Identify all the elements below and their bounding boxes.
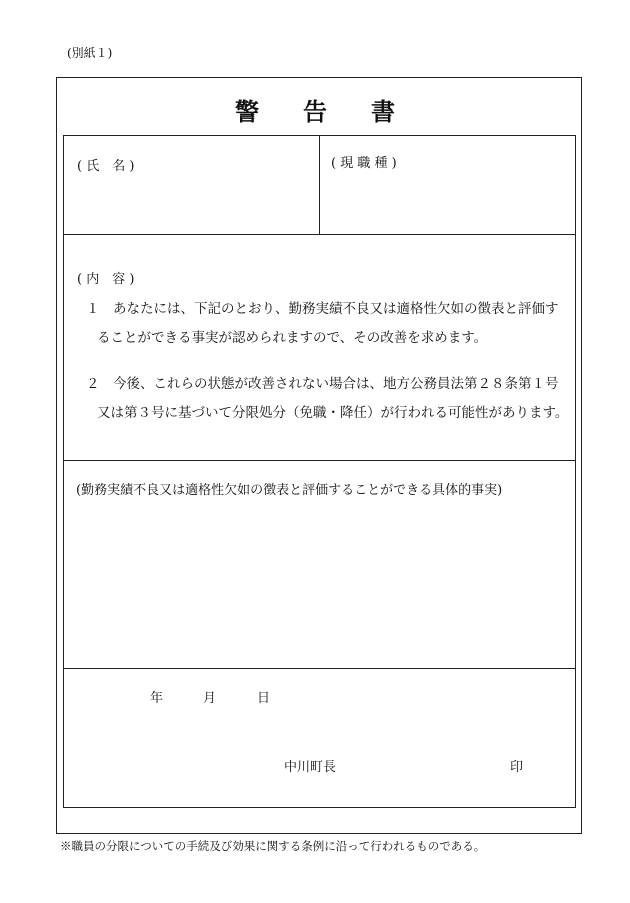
date-year: 年 <box>150 691 164 706</box>
content-item-1-line-2: ることができる事実が認められますので、その改善を求めます。 <box>97 330 488 346</box>
annex-label: (別紙１) <box>67 46 113 60</box>
issuer-name: 中川町長 <box>284 760 337 775</box>
content-item-1-line-1: １ あなたには、下記のとおり、勤務実績不良又は適格性欠如の徴表と評価す <box>86 301 559 317</box>
row-divider-2 <box>63 460 576 461</box>
row-divider-3 <box>63 668 576 669</box>
content-item-1 <box>86 295 559 353</box>
content-label: ( 内 容 ) <box>77 272 135 287</box>
content-item-2-line-2: 又は第３号に基づいて分限処分（免職・降任）が行われる可能性があります。 <box>97 405 569 421</box>
seal-mark: 印 <box>510 760 524 775</box>
date-day: 日 <box>257 691 271 706</box>
content-item-2 <box>86 370 568 428</box>
form-table <box>63 135 576 808</box>
name-field-label: ( 氏 名 ) <box>77 159 135 174</box>
document-title: 警告書 <box>235 97 439 126</box>
content-item-2-line-1: ２ 今後、これらの状態が改善されない場合は、地方公務員法第２８条第１号 <box>86 376 559 392</box>
position-field-label: ( 現 職 種 ) <box>331 156 397 171</box>
date-month: 月 <box>203 691 217 706</box>
facts-label: (勤務実績不良又は適格性欠如の徴表と評価することができる具体的事実) <box>76 483 503 498</box>
column-divider <box>319 135 320 235</box>
footnote: ※職員の分限についての手続及び効果に関する条例に沿って行われるものである。 <box>60 839 486 853</box>
